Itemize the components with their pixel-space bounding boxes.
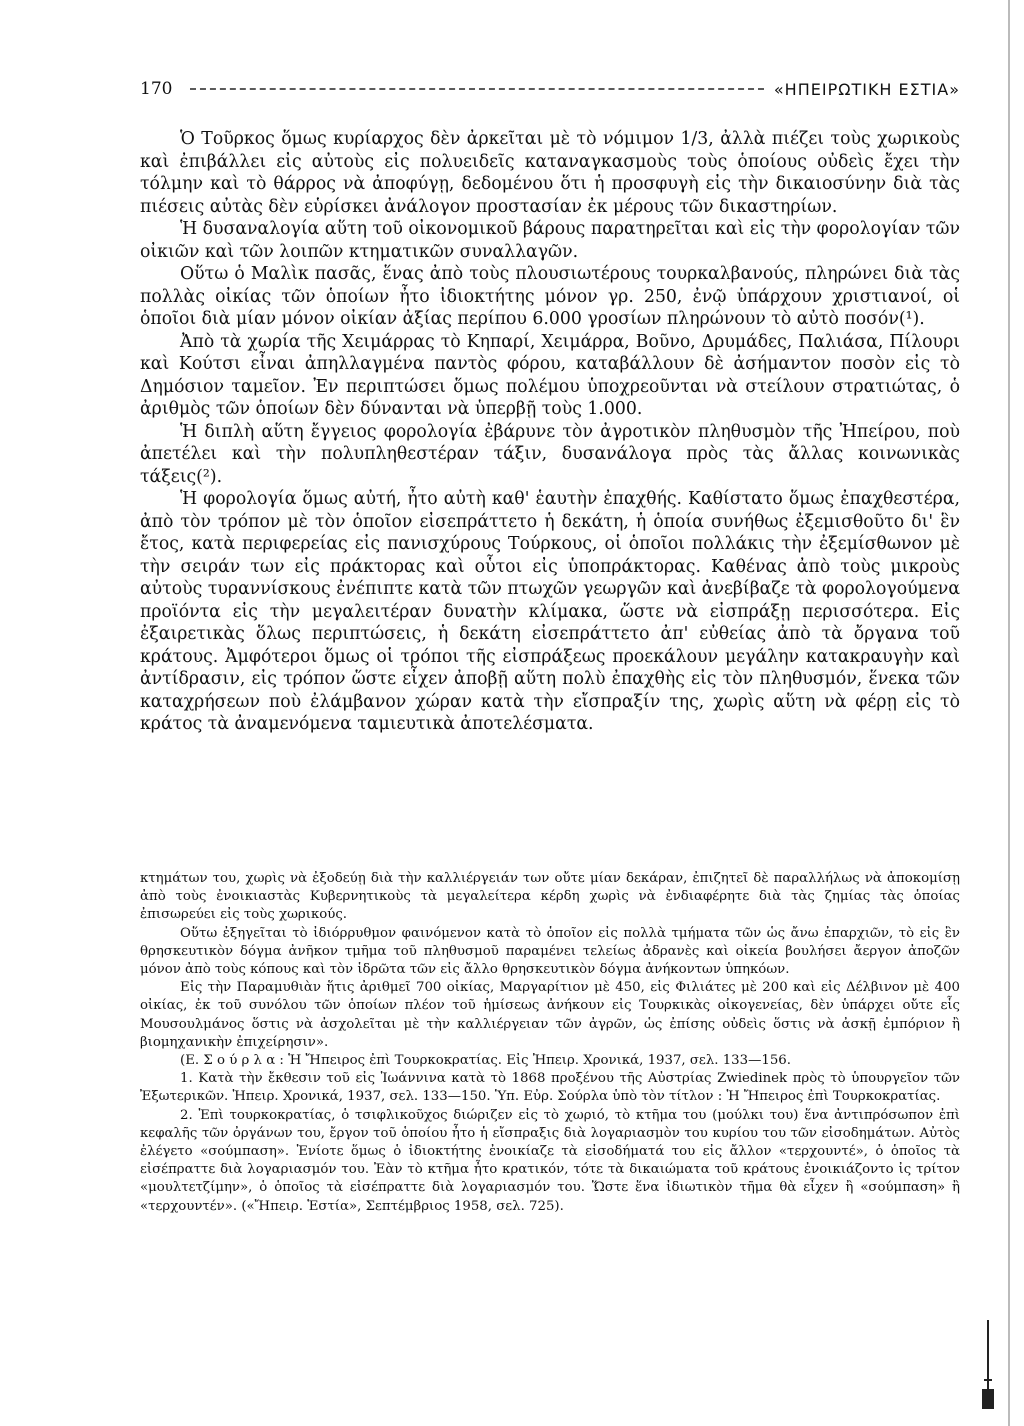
footnote: 1. Κατὰ τὴν ἔκθεσιν τοῦ εἰς Ἰωάννινα κατὰ τὸ 1868 προξένου τῆς Αὐστρίας Zwiedinek πρὸς τὸ ὑπουργεῖον τῶν Ἐξωτερικῶν. Ἠπειρ. Χρονικά, 1937, σελ. 133—150. Ὑπ. Εὐρ. Σούρλα ὑπὸ τὸν τίτλον : Ἡ Ἤπειρος ἐπὶ Τουρκοκρατίας. (140, 1071, 960, 1105)
paragraph: Ὁ Τοῦρκος ὅμως κυρίαρχος δὲν ἀρκεῖται μὲ τὸ νόμιμον 1/3, ἀλλὰ πιέζει τοὺς χωρικοὺς καὶ ἐπιβάλλει εἰς αὐτοὺς εἰς πολυειδεῖς καταναγκασμοὺς τοὺς ὁποίους οὐδεὶς ἔχει τὴν τόλμην καὶ τὸ θάρρος νὰ ἀποφύγῃ, δεδομένου ὅτι ἡ προσφυγὴ εἰς τὴν δικαιοσύνην διὰ τὰς πιέσεις αὐτὰς δὲν εὑρίσκει ἀνάλογον προστασίαν ἐκ μέρους τῶν δικαστηρίων. (140, 129, 960, 217)
paragraph: Ἡ δυσαναλογία αὕτη τοῦ οἰκονομικοῦ βάρους παρατηρεῖται καὶ εἰς τὴν φορολογίαν τῶν οἰκιῶν καὶ τῶν λοιπῶν κτηματικῶν συναλλαγῶν. (140, 219, 960, 262)
footnote: (Ε. Σ ο ύ ρ λ α : Ἡ Ἤπειρος ἐπὶ Τουρκοκρατίας. Εἰς Ἠπειρ. Χρονικά, 1937, σελ. 133—156. (180, 1053, 791, 1069)
footnotes (140, 870, 960, 1216)
scan-edge-line (1008, 0, 1010, 1426)
header-rule (190, 88, 764, 90)
paragraph: Ἡ φορολογία ὅμως αὐτή, ἦτο αὐτὴ καθ' ἑαυτὴν ἐπαχθής. Καθίστατο ὅμως ἐπαχθεστέρα, ἀπὸ τὸν τρόπον μὲ τὸν ὁποῖον εἰσεπράττετο ἡ δεκάτη, ἡ ὁποία συνήθως ἐξεμισθοῦτο δι' ἓν ἔτος, κατὰ περιφερείας εἰς πανισχύρους Τούρκους, οἱ ὁποῖοι πολλάκις τὴν ἐξεμίσθωνον μὲ τὴν σειράν των εἰς πράκτορας καὶ οὗτοι εἰς ὑποπράκτορας. Καθένας ἀπὸ τοὺς μικροὺς αὐτοὺς τυραννίσκους ἐνέπιπτε κατὰ τῶν πτωχῶν γεωργῶν καὶ ἀνεβίβαζε τὰ φορολογούμενα προϊόντα εἰς τὴν μεγαλειτέραν δυνατὴν κλίμακα, ὥστε νὰ εἰσπράξῃ περισσότερα. Εἰς ἐξαιρετικὰς ὅλως περιπτώσεις, ἡ δεκάτη εἰσεπράττετο ἀπ' εὐθείας ἀπὸ τὰ ὄργανα τοῦ κράτους. Ἀμφότεροι ὅμως οἱ τρόποι τῆς εἰσπράξεως προεκάλουν μεγάλην κατακραυγὴν καὶ ἀντίδρασιν, εἰς τρόπον ὥστε εἶχεν ἀποβῇ αὕτη πολὺ ἐπαχθὴς εἰς τὸν πληθυσμόν, ἕνεκα τῶν καταχρήσεων ποὺ ἐλάμβανον χώραν κατὰ τὴν εἴσπραξίν της, χωρὶς αὕτη νὰ φέρῃ εἰς τὸ κράτος τὰ ἀναμενόμενα ταμιευτικὰ ἀποτελέσματα. (140, 489, 960, 734)
footnote: Εἰς τὴν Παραμυθιὰν ἥτις ἀριθμεῖ 700 οἰκίας, Μαργαρίτιον μὲ 450, εἰς Φιλιάτες μὲ 200 καὶ εἰς Δέλβινον μὲ 400 οἰκίας, ἐκ τοῦ συνόλου τῶν ὁποίων πλέον τοῦ ἡμίσεως ἀνήκουν εἰς Τουρκικὰς οἰκογενείας, δὲν ὑπάρχει οὔτε εἷς Μουσουλμάνος ὅστις νὰ ἀσχολεῖται μὲ τὴν καλλιέργειαν τῶν ἀγρῶν, ὡς ἐπίσης οὐδεὶς ὅστις νὰ ἀσκῇ ἐμπόριον ἢ βιομηχανικὴν ἐπιχείρησιν». (140, 980, 960, 1050)
paragraph: Οὕτω ὁ Μαλὶκ πασᾶς, ἕνας ἀπὸ τοὺς πλουσιωτέρους τουρκαλβανούς, πληρώνει διὰ τὰς πολλὰς οἰκίας τῶν ὁποίων ἦτο ἰδιοκτήτης μόνον γρ. 250, ἐνῷ ὑπάρχουν χριστιανοί, οἱ ὁποῖοι διὰ μίαν μόνον οἰκίαν ἀξίας περίπου 6.000 γροσίων πληρώνουν τὸ αὐτὸ ποσόν(¹). (140, 264, 960, 329)
footnote: 2. Ἐπὶ τουρκοκρατίας, ὁ τσιφλικοῦχος διώριζεν εἰς τὸ χωριό, τὸ κτῆμα του (μούλκι του) ἕνα ἀντιπρόσωπον ἐπὶ κεφαλῆς τῶν ὀργάνων του, ἔργον τοῦ ὁποίου ἦτο ἡ εἴσπραξις διὰ λογαριασμὸν του κυρίου του τῶν εἰσοδημάτων. Αὐτὸς ἐλέγετο «σούμπαση». Ἐνίοτε ὅμως ὁ ἰδιοκτήτης ἐνοικίαζε τὰ εἰσοδήματά του εἰς ἄλλον «τερχουντέ», ὁ ὁποῖος τὰ εἰσέπραττε διὰ λογαριασμόν του. Ἐὰν τὸ κτῆμα ἦτο κρατικόν, τότε τὰ δικαιώματα τοῦ κράτους ἐνοικιάζοντο ἰς τρίτον «μουλτετζίμην», ὁ ὁποῖος τὰ εἰσέπραττε διὰ λογαριασμόν του. Ὥστε ἕνα ἰδιωτικὸν τῆμα θὰ εἶχεν ἢ «σούμπαση» ἢ «τερχουντέν». («Ἤπειρ. Ἑστία», Σεπτέμβριος 1958, σελ. 725). (140, 1107, 960, 1214)
page-header (140, 75, 960, 103)
main-text (140, 128, 960, 736)
page-number: 170 (140, 79, 173, 99)
running-title: «ΗΠΕΙΡΩΤΙΚΗ ΕΣΤΙΑ» (773, 79, 960, 99)
footnote: Οὕτω ἐξηγεῖται τὸ ἰδιόρρυθμον φαινόμενον κατὰ τὸ ὁποῖον εἰς πολλὰ τμήματα τῶν ὡς ἄνω ἐπαρχιῶν, τὸ εἰς ἓν θρησκευτικὸν δόγμα ἀνῆκον τμῆμα τοῦ πληθυσμοῦ παραμένει τελείως ἀδρανὲς καὶ οἰκεία βουλήσει ἄεργον ἀποζῶν μόνον ἀπὸ τοὺς κόπους καὶ τὸν ἱδρῶτα τῶν εἰς ἄλλο θρησκευτικὸν δόγμα ἀνήκοντων ὑπηκόων. (140, 925, 960, 978)
paragraph: Ἡ διπλὴ αὕτη ἔγγειος φορολογία ἐβάρυνε τὸν ἀγροτικὸν πληθυσμὸν τῆς Ἠπείρου, ποὺ ἀπετέλει καὶ τὴν πολυπληθεστέραν τάξιν, δυσανάλογα πρὸς τὰς ἄλλας κοινωνικὰς τάξεις(²). (140, 421, 960, 487)
footnote: κτημάτων του, χωρὶς νὰ ἐξοδεύῃ διὰ τὴν καλλιέργειάν των οὔτε μίαν δεκάραν, ἐπιζητεῖ δὲ παραλλήλως νὰ ἀποκομίσῃ ἀπὸ τοὺς ἐνοικιαστὰς Κυβερνητικοὺς τὰ μεγαλείτερα κέρδη χωρὶς νὰ ἐνδιαφέρητε διὰ τὰς ζημίας τὰς ὁποίας ἐπισωρεύει εἰς τοὺς χωρικούς. (140, 871, 960, 923)
binding-mark-icon (980, 1320, 996, 1410)
paragraph: Ἀπὸ τὰ χωρία τῆς Χειμάρρας τὸ Κηπαρί, Χειμάρρα, Βοῦνο, Δρυμάδες, Παλιάσα, Πίλουρι καὶ Κούτσι εἶναι ἀπηλλαγμένα παντὸς φόρου, καταβάλλουν δὲ ἀσήμαντον ποσὸν εἰς τὸ Δημόσιον ταμεῖον. Ἐν περιπτώσει ὅμως πολέμου ὑποχρεοῦνται νὰ στείλουν στρατιώτας, ὁ ἀριθμὸς τῶν ὁποίων δὲν δύνανται νὰ ὑπερβῇ τοὺς 1.000. (140, 331, 960, 419)
